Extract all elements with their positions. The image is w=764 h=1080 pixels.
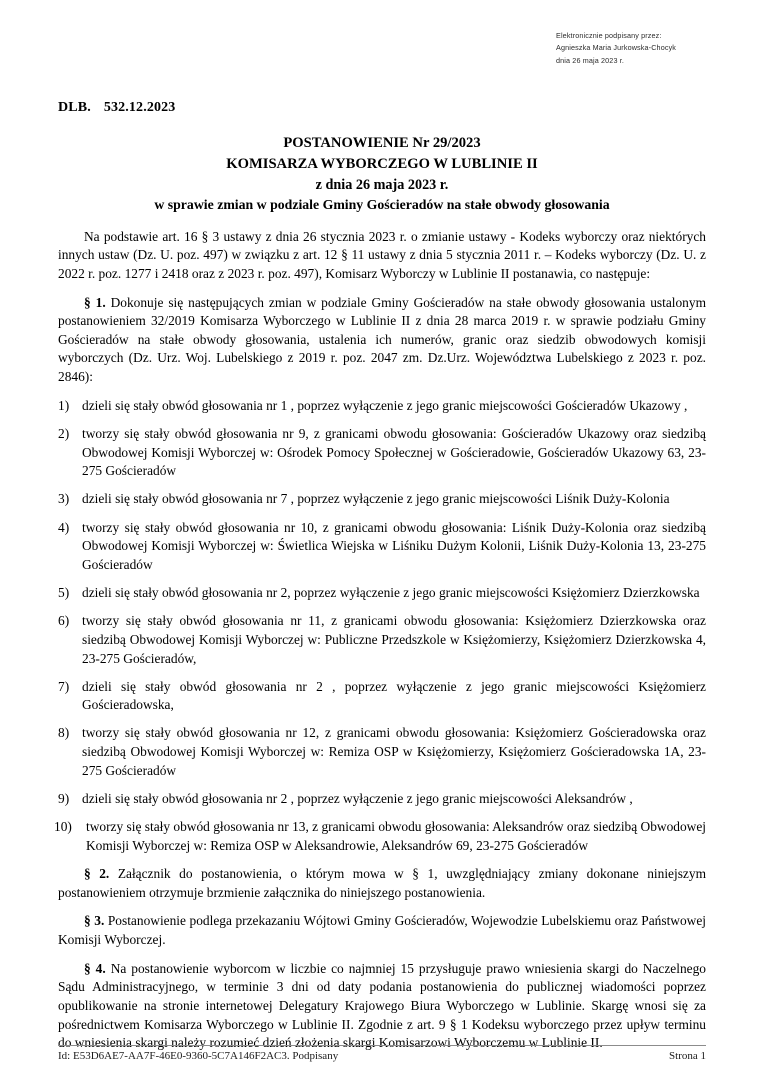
signature-label: Elektronicznie podpisany przez:	[556, 31, 662, 40]
section-4-mark: § 4.	[84, 960, 106, 976]
list-item	[58, 397, 706, 416]
list-item-text: dzieli się stały obwód głosowania nr 2 , poprzez wyłączenie z jego granic miejscowości Księżomierz Gościeradowska,	[82, 678, 706, 713]
list-item-marker: 8)	[58, 725, 70, 741]
page-footer	[58, 1045, 706, 1062]
section-1-text: Dokonuje się następujących zmian w podziale Gminy Gościeradów na stałe obwody głosowania ustalonym postanowieniem 32/2019 Komisarza Wyborczego w Lublinie II z dnia 28 marca 2019 r. w sprawie podziału Gminy Gościeradów na stałe obwody głosowania, ustalenia ich numerów, granic oraz siedzib obwodowych komisji wyborczych (Dz. Urz. Woj. Lubelskiego z 2019 r. poz. 2047 zm. Dz.Urz. Województwa Lubelskiego z 2023 r. poz. 2846):	[58, 294, 706, 385]
list-item	[58, 519, 706, 575]
document-reference	[58, 98, 706, 117]
title-line-subject: w sprawie zmian w podziale Gminy Gościeradów na stałe obwody głosowania	[154, 196, 610, 212]
preamble-paragraph: Na podstawie art. 16 § 3 ustawy z dnia 26 stycznia 2023 r. o zmianie ustawy - Kodeks wyborczy oraz niektórych innych ustaw (Dz. U. poz. 497) w związku z art. 12 § 11 ustawy z dnia 5 stycznia 2011 r. – Kodeks wyborczy (Dz. U. z 2022 r. poz. 1277 i 2418 oraz z 2023 r. poz. 497), Komisarz Wyborczy w Lublinie II postanawia, co następuje:	[58, 228, 706, 281]
list-item	[58, 612, 706, 668]
section-4-text: Na postanowienie wyborcom w liczbie co najmniej 15 przysługuje prawo wniesienia skargi do Naczelnego Sądu Administracyjnego, w terminie 3 dni od daty podania postanowienia do publicznej wiadomości poprzez opublikowanie na stronie internetowej Delegatury Krajowego Biura Wyborczego w Lublinie. Skargę wnosi się za pośrednictwem Komisarza Wyborczego w Lublinie II. Zgodnie z art. 9 § 1 Kodeksu wyborczego przez upływ terminu do wniesienia skargi należy rozumieć dzień złożenia skargi Komisarzowi Wyborczemu w Lublinie II.	[58, 960, 706, 1051]
title-line-authority: KOMISARZA WYBORCZEGO W LUBLINIE II	[226, 156, 538, 173]
list-item-marker: 1)	[58, 397, 70, 413]
document-content	[54, 98, 706, 1063]
title-line-resolution: POSTANOWIENIE Nr 29/2023	[283, 135, 481, 152]
list-item-marker: 7)	[58, 678, 70, 694]
list-item-text: tworzy się stały obwód głosowania nr 10, z granicami obwodu głosowania: Liśnik Duży-Kolonia oraz siedzibą Obwodowej Komisji Wyborczej w: Świetlica Wiejska w Liśniku Dużym Kolonii, Liśnik Duży-Kolonia 13, 23-275 Gościeradów	[82, 519, 706, 572]
list-item-marker: 2)	[58, 425, 70, 441]
list-item-marker: 4)	[58, 519, 70, 535]
list-item-marker: 5)	[58, 585, 70, 601]
signature-name: Agnieszka Maria Jurkowska-Chocyk	[556, 43, 677, 53]
list-item	[54, 818, 706, 855]
list-item-text: dzieli się stały obwód głosowania nr 2 , poprzez wyłączenie z jego granic miejscowości Aleksandrów ,	[82, 790, 633, 806]
list-item-marker: 3)	[58, 491, 70, 507]
list-item-text: dzieli się stały obwód głosowania nr 7 , poprzez wyłączenie z jego granic miejscowości Liśnik Duży-Kolonia	[82, 491, 670, 507]
section-2-mark: § 2.	[84, 865, 110, 881]
list-item-marker: 9)	[58, 790, 70, 806]
section-3-paragraph	[58, 912, 706, 949]
list-item	[58, 425, 706, 481]
footer-document-id: Id: E53D6AE7-AA7F-46E0-9360-5C7A146F2AC3. Podpisany	[58, 1050, 339, 1062]
list-item-text: dzieli się stały obwód głosowania nr 1 , poprzez wyłączenie z jego granic miejscowości Gościeradów Ukazowy ,	[82, 397, 688, 413]
list-item-text: tworzy się stały obwód głosowania nr 9, z granicami obwodu głosowania: Gościeradów Ukazowy oraz siedzibą Obwodowej Komisji Wyborczej w: Ośrodek Pomocy Społecznej w Gościeradowie, Gościeradów Ukazowy 63, 23-275 Gościeradów	[82, 425, 706, 479]
section-2-paragraph	[58, 865, 706, 902]
section-3-text: Postanowienie podlega przekazaniu Wójtowi Gminy Gościeradów, Wojewodzie Lubelskiemu oraz Państwowej Komisji Wyborczej.	[58, 913, 706, 947]
section-4-paragraph	[58, 960, 706, 1053]
document-title-block	[58, 133, 706, 214]
section-1-paragraph	[58, 294, 706, 387]
list-item-marker: 10)	[54, 819, 72, 835]
list-item-text: tworzy się stały obwód głosowania nr 13, z granicami obwodu głosowania: Aleksandrów oraz siedzibą Obwodowej Komisji Wyborczej w: Remiza OSP w Aleksandrowie, Aleksandrów 69, 23-275 Gościeradów	[86, 819, 706, 853]
list-item-text: tworzy się stały obwód głosowania nr 12, z granicami obwodu głosowania: Księżomierz Gościeradowska oraz siedzibą Obwodowej Komisji Wyborczej w: Remiza OSP w Księżomierzy, Księżomierz Gościeradowska 1A, 23-275 Gościeradów	[82, 725, 706, 778]
list-item	[58, 584, 706, 603]
list-item	[58, 678, 706, 715]
section-2-text: Załącznik do postanowienia, o którym mowa w § 1, uwzględniający zmiany dokonane niniejszym postanowieniem otrzymuje brzmienie załącznika do niniejszego postanowienia.	[58, 865, 706, 900]
section-3-mark: § 3.	[84, 913, 105, 929]
list-item	[58, 790, 706, 809]
list-item-text: tworzy się stały obwód głosowania nr 11, z granicami obwodu głosowania: Księżomierz Dzierzkowska oraz siedzibą Obwodowej Komisji Wyborczej w: Publiczne Przedszkole w Księżomierzy, Księżomierz Dzierzkowska 4, 23-275 Gościeradów,	[82, 613, 706, 666]
list-item	[58, 724, 706, 780]
list-item	[58, 490, 706, 509]
section-1-mark: § 1.	[84, 294, 106, 310]
document-reference-prefix: DLB.	[58, 100, 91, 115]
document-reference-number: 532.12.2023	[103, 100, 176, 115]
amendment-list	[54, 397, 706, 856]
electronic-signature-block	[556, 30, 756, 67]
list-item-marker: 6)	[58, 613, 70, 629]
signature-date: dnia 26 maja 2023 r.	[556, 55, 625, 65]
list-item-text: dzieli się stały obwód głosowania nr 2, poprzez wyłączenie z jego granic miejscowości Księżomierz Dzierzkowska	[82, 585, 700, 601]
title-line-date: z dnia 26 maja 2023 r.	[315, 176, 449, 193]
footer-page-number: Strona 1	[669, 1050, 706, 1062]
